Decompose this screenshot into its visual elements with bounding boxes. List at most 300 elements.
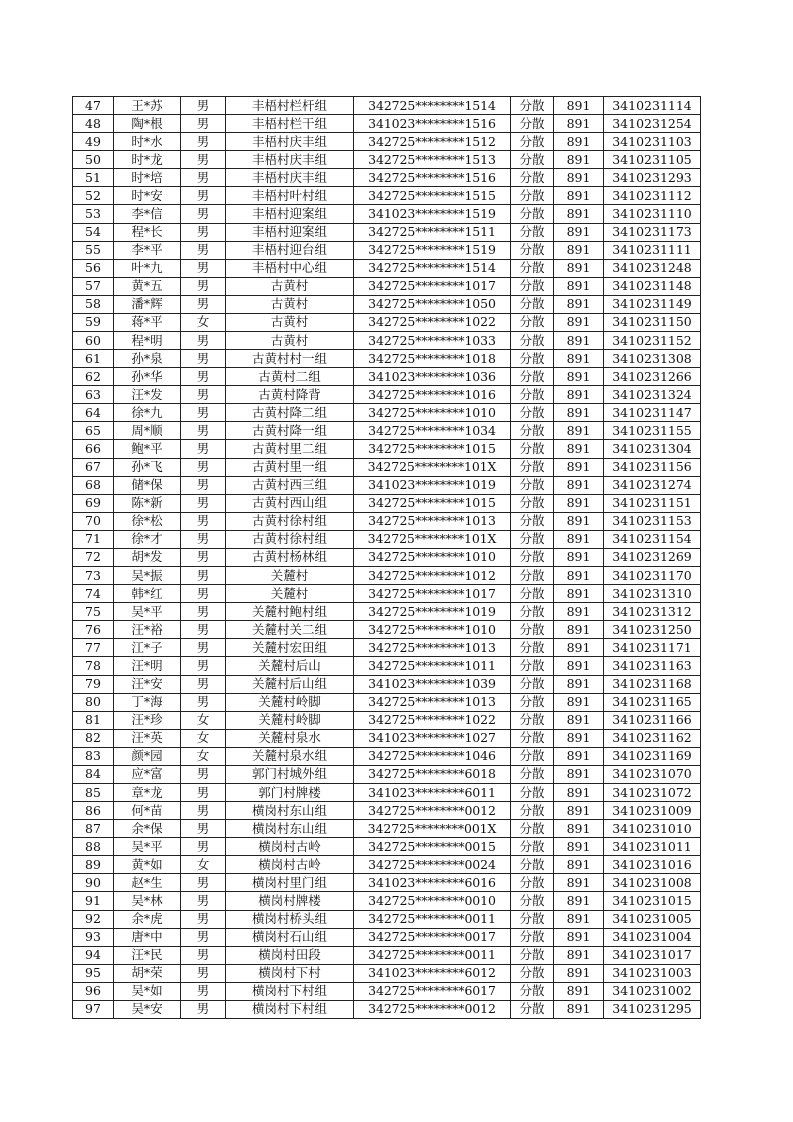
account-number-cell: 3410231266 [604,368,701,386]
support-type-cell: 分散 [511,368,554,386]
row-number-cell: 89 [73,856,114,874]
account-number-cell: 3410231162 [604,729,701,747]
support-type-cell: 分散 [511,729,554,747]
address-cell: 关麓村 [226,585,354,603]
id-number-cell: 342725********1050 [354,295,511,313]
account-number-cell: 3410231149 [604,295,701,313]
address-cell: 关麓村泉水组 [226,747,354,765]
code-cell: 891 [554,946,604,964]
address-cell: 丰梧村庆丰组 [226,169,354,187]
id-number-cell: 342725********101X [354,458,511,476]
id-number-cell: 342725********1012 [354,567,511,585]
code-cell: 891 [554,530,604,548]
address-cell: 关麓村后山 [226,657,354,675]
support-type-cell: 分散 [511,639,554,657]
id-number-cell: 342725********6018 [354,765,511,783]
table-row [73,313,701,331]
id-number-cell: 342725********101X [354,530,511,548]
support-type-cell: 分散 [511,223,554,241]
id-number-cell: 342725********0012 [354,1000,511,1018]
table-row [73,458,701,476]
support-type-cell: 分散 [511,567,554,585]
name-cell: 孙*飞 [114,458,181,476]
id-number-cell: 342725********1034 [354,422,511,440]
row-number-cell: 93 [73,928,114,946]
table-row [73,856,701,874]
row-number-cell: 79 [73,675,114,693]
table-row [73,802,701,820]
support-type-cell: 分散 [511,874,554,892]
row-number-cell: 72 [73,548,114,566]
address-cell: 关麓村岭脚 [226,711,354,729]
address-cell: 古黄村村一组 [226,350,354,368]
gender-cell: 女 [181,711,226,729]
table-row [73,422,701,440]
gender-cell: 男 [181,783,226,801]
address-cell: 横岗村里门组 [226,874,354,892]
address-cell: 丰梧村栏干组 [226,115,354,133]
address-cell: 古黄村降二组 [226,404,354,422]
gender-cell: 男 [181,964,226,982]
name-cell: 汪*发 [114,386,181,404]
code-cell: 891 [554,241,604,259]
code-cell: 891 [554,440,604,458]
address-cell: 古黄村 [226,332,354,350]
support-type-cell: 分散 [511,169,554,187]
code-cell: 891 [554,494,604,512]
id-number-cell: 341023********1039 [354,675,511,693]
account-number-cell: 3410231169 [604,747,701,765]
name-cell: 应*富 [114,765,181,783]
code-cell: 891 [554,223,604,241]
table-row [73,783,701,801]
row-number-cell: 96 [73,982,114,1000]
id-number-cell: 342725********1511 [354,223,511,241]
code-cell: 891 [554,115,604,133]
name-cell: 程*长 [114,223,181,241]
address-cell: 关麓村 [226,567,354,585]
gender-cell: 男 [181,458,226,476]
account-number-cell: 3410231308 [604,350,701,368]
gender-cell: 男 [181,97,226,115]
account-number-cell: 3410231004 [604,928,701,946]
gender-cell: 男 [181,350,226,368]
address-cell: 丰梧村栏杆组 [226,97,354,115]
name-cell: 吴*振 [114,567,181,585]
roster-body [73,97,701,1019]
row-number-cell: 84 [73,765,114,783]
row-number-cell: 62 [73,368,114,386]
row-number-cell: 88 [73,838,114,856]
address-cell: 横岗村古岭 [226,838,354,856]
support-type-cell: 分散 [511,151,554,169]
code-cell: 891 [554,458,604,476]
gender-cell: 男 [181,332,226,350]
id-number-cell: 342725********1011 [354,657,511,675]
id-number-cell: 342725********1013 [354,512,511,530]
gender-cell: 男 [181,115,226,133]
name-cell: 黄*如 [114,856,181,874]
name-cell: 蒋*平 [114,313,181,331]
gender-cell: 男 [181,603,226,621]
address-cell: 丰梧村迎台组 [226,241,354,259]
account-number-cell: 3410231310 [604,585,701,603]
address-cell: 古黄村杨林组 [226,548,354,566]
id-number-cell: 342725********1019 [354,603,511,621]
code-cell: 891 [554,386,604,404]
row-number-cell: 66 [73,440,114,458]
name-cell: 周*顺 [114,422,181,440]
table-row [73,151,701,169]
account-number-cell: 3410231156 [604,458,701,476]
row-number-cell: 59 [73,313,114,331]
name-cell: 孙*泉 [114,350,181,368]
support-type-cell: 分散 [511,332,554,350]
id-number-cell: 341023********1036 [354,368,511,386]
account-number-cell: 3410231165 [604,693,701,711]
row-number-cell: 94 [73,946,114,964]
id-number-cell: 341023********1027 [354,729,511,747]
account-number-cell: 3410231111 [604,241,701,259]
row-number-cell: 76 [73,621,114,639]
table-row [73,639,701,657]
code-cell: 891 [554,476,604,494]
id-number-cell: 342725********0024 [354,856,511,874]
name-cell: 胡*发 [114,548,181,566]
row-number-cell: 64 [73,404,114,422]
gender-cell: 男 [181,693,226,711]
support-type-cell: 分散 [511,892,554,910]
address-cell: 丰梧村庆丰组 [226,151,354,169]
id-number-cell: 341023********1019 [354,476,511,494]
table-row [73,241,701,259]
support-type-cell: 分散 [511,982,554,1000]
account-number-cell: 3410231324 [604,386,701,404]
account-number-cell: 3410231016 [604,856,701,874]
name-cell: 颜*园 [114,747,181,765]
account-number-cell: 3410231148 [604,277,701,295]
name-cell: 江*子 [114,639,181,657]
address-cell: 古黄村里二组 [226,440,354,458]
gender-cell: 男 [181,259,226,277]
row-number-cell: 52 [73,187,114,205]
address-cell: 古黄村里一组 [226,458,354,476]
row-number-cell: 56 [73,259,114,277]
code-cell: 891 [554,567,604,585]
name-cell: 汪*裕 [114,621,181,639]
id-number-cell: 342725********1515 [354,187,511,205]
name-cell: 时*培 [114,169,181,187]
name-cell: 徐*九 [114,404,181,422]
table-row [73,711,701,729]
support-type-cell: 分散 [511,747,554,765]
account-number-cell: 3410231151 [604,494,701,512]
account-number-cell: 3410231154 [604,530,701,548]
account-number-cell: 3410231312 [604,603,701,621]
row-number-cell: 68 [73,476,114,494]
address-cell: 古黄村 [226,313,354,331]
gender-cell: 男 [181,205,226,223]
name-cell: 汪*安 [114,675,181,693]
support-type-cell: 分散 [511,603,554,621]
gender-cell: 男 [181,223,226,241]
code-cell: 891 [554,856,604,874]
name-cell: 汪*民 [114,946,181,964]
id-number-cell: 342725********1013 [354,693,511,711]
gender-cell: 男 [181,675,226,693]
id-number-cell: 342725********1519 [354,241,511,259]
address-cell: 郭门村牌楼 [226,783,354,801]
gender-cell: 男 [181,820,226,838]
name-cell: 时*龙 [114,151,181,169]
account-number-cell: 3410231248 [604,259,701,277]
account-number-cell: 3410231103 [604,133,701,151]
code-cell: 891 [554,729,604,747]
table-row [73,277,701,295]
table-row [73,946,701,964]
table-row [73,332,701,350]
code-cell: 891 [554,97,604,115]
row-number-cell: 90 [73,874,114,892]
gender-cell: 男 [181,928,226,946]
code-cell: 891 [554,693,604,711]
account-number-cell: 3410231170 [604,567,701,585]
account-number-cell: 3410231147 [604,404,701,422]
support-type-cell: 分散 [511,422,554,440]
support-type-cell: 分散 [511,711,554,729]
code-cell: 891 [554,422,604,440]
table-row [73,295,701,313]
gender-cell: 男 [181,187,226,205]
roster-table [72,96,701,1019]
support-type-cell: 分散 [511,295,554,313]
table-row [73,187,701,205]
name-cell: 徐*松 [114,512,181,530]
row-number-cell: 58 [73,295,114,313]
address-cell: 关麓村宏田组 [226,639,354,657]
address-cell: 郭门村城外组 [226,765,354,783]
table-row [73,765,701,783]
table-row [73,404,701,422]
table-row [73,874,701,892]
id-number-cell: 342725********1022 [354,313,511,331]
name-cell: 吴*平 [114,603,181,621]
name-cell: 陈*新 [114,494,181,512]
code-cell: 891 [554,675,604,693]
id-number-cell: 342725********0011 [354,910,511,928]
name-cell: 王*苏 [114,97,181,115]
row-number-cell: 91 [73,892,114,910]
address-cell: 丰梧村迎案组 [226,205,354,223]
gender-cell: 男 [181,530,226,548]
row-number-cell: 92 [73,910,114,928]
support-type-cell: 分散 [511,241,554,259]
code-cell: 891 [554,820,604,838]
address-cell: 丰梧村中心组 [226,259,354,277]
support-type-cell: 分散 [511,97,554,115]
name-cell: 时*水 [114,133,181,151]
name-cell: 丁*海 [114,693,181,711]
code-cell: 891 [554,639,604,657]
table-row [73,892,701,910]
code-cell: 891 [554,187,604,205]
address-cell: 横岗村东山组 [226,820,354,838]
account-number-cell: 3410231153 [604,512,701,530]
row-number-cell: 53 [73,205,114,223]
gender-cell: 女 [181,729,226,747]
support-type-cell: 分散 [511,458,554,476]
address-cell: 丰梧村迎案组 [226,223,354,241]
table-row [73,585,701,603]
name-cell: 胡*荣 [114,964,181,982]
id-number-cell: 342725********001X [354,820,511,838]
code-cell: 891 [554,259,604,277]
code-cell: 891 [554,838,604,856]
row-number-cell: 47 [73,97,114,115]
address-cell: 古黄村 [226,295,354,313]
support-type-cell: 分散 [511,440,554,458]
table-row [73,928,701,946]
table-row [73,567,701,585]
gender-cell: 男 [181,765,226,783]
id-number-cell: 342725********1033 [354,332,511,350]
account-number-cell: 3410231112 [604,187,701,205]
code-cell: 891 [554,332,604,350]
table-row [73,97,701,115]
support-type-cell: 分散 [511,277,554,295]
code-cell: 891 [554,657,604,675]
address-cell: 横岗村下村 [226,964,354,982]
support-type-cell: 分散 [511,675,554,693]
gender-cell: 男 [181,892,226,910]
address-cell: 横岗村牌楼 [226,892,354,910]
id-number-cell: 341023********1516 [354,115,511,133]
account-number-cell: 3410231166 [604,711,701,729]
account-number-cell: 3410231304 [604,440,701,458]
name-cell: 余*保 [114,820,181,838]
table-row [73,964,701,982]
id-number-cell: 342725********6017 [354,982,511,1000]
row-number-cell: 87 [73,820,114,838]
name-cell: 吴*安 [114,1000,181,1018]
support-type-cell: 分散 [511,765,554,783]
account-number-cell: 3410231250 [604,621,701,639]
table-row [73,747,701,765]
row-number-cell: 57 [73,277,114,295]
name-cell: 唐*中 [114,928,181,946]
gender-cell: 男 [181,386,226,404]
table-row [73,693,701,711]
id-number-cell: 342725********1010 [354,404,511,422]
code-cell: 891 [554,910,604,928]
code-cell: 891 [554,404,604,422]
table-row [73,548,701,566]
name-cell: 孙*华 [114,368,181,386]
id-number-cell: 342725********1516 [354,169,511,187]
gender-cell: 男 [181,368,226,386]
table-row [73,386,701,404]
gender-cell: 男 [181,838,226,856]
table-row [73,223,701,241]
table-row [73,350,701,368]
name-cell: 叶*九 [114,259,181,277]
gender-cell: 男 [181,548,226,566]
account-number-cell: 3410231017 [604,946,701,964]
account-number-cell: 3410231114 [604,97,701,115]
row-number-cell: 78 [73,657,114,675]
account-number-cell: 3410231150 [604,313,701,331]
row-number-cell: 71 [73,530,114,548]
table-row [73,133,701,151]
gender-cell: 男 [181,404,226,422]
support-type-cell: 分散 [511,548,554,566]
name-cell: 赵*生 [114,874,181,892]
support-type-cell: 分散 [511,133,554,151]
support-type-cell: 分散 [511,910,554,928]
account-number-cell: 3410231295 [604,1000,701,1018]
support-type-cell: 分散 [511,856,554,874]
code-cell: 891 [554,295,604,313]
gender-cell: 男 [181,169,226,187]
table-row [73,530,701,548]
id-number-cell: 341023********6011 [354,783,511,801]
account-number-cell: 3410231005 [604,910,701,928]
id-number-cell: 342725********0011 [354,946,511,964]
table-row [73,657,701,675]
row-number-cell: 97 [73,1000,114,1018]
address-cell: 横岗村下村组 [226,982,354,1000]
id-number-cell: 342725********1513 [354,151,511,169]
name-cell: 吴*如 [114,982,181,1000]
code-cell: 891 [554,603,604,621]
row-number-cell: 70 [73,512,114,530]
address-cell: 古黄村徐村组 [226,530,354,548]
row-number-cell: 77 [73,639,114,657]
address-cell: 古黄村二组 [226,368,354,386]
name-cell: 李*信 [114,205,181,223]
account-number-cell: 3410231003 [604,964,701,982]
row-number-cell: 69 [73,494,114,512]
code-cell: 891 [554,169,604,187]
address-cell: 关麓村泉水 [226,729,354,747]
address-cell: 关麓村后山组 [226,675,354,693]
id-number-cell: 342725********1512 [354,133,511,151]
support-type-cell: 分散 [511,259,554,277]
address-cell: 古黄村降一组 [226,422,354,440]
id-number-cell: 342725********1013 [354,639,511,657]
address-cell: 横岗村古岭 [226,856,354,874]
support-type-cell: 分散 [511,404,554,422]
row-number-cell: 83 [73,747,114,765]
row-number-cell: 85 [73,783,114,801]
support-type-cell: 分散 [511,657,554,675]
code-cell: 891 [554,350,604,368]
table-row [73,512,701,530]
support-type-cell: 分散 [511,964,554,982]
gender-cell: 男 [181,802,226,820]
code-cell: 891 [554,277,604,295]
id-number-cell: 341023********6012 [354,964,511,982]
account-number-cell: 3410231293 [604,169,701,187]
name-cell: 汪*英 [114,729,181,747]
name-cell: 程*明 [114,332,181,350]
code-cell: 891 [554,964,604,982]
account-number-cell: 3410231011 [604,838,701,856]
account-number-cell: 3410231002 [604,982,701,1000]
name-cell: 储*保 [114,476,181,494]
support-type-cell: 分散 [511,313,554,331]
account-number-cell: 3410231168 [604,675,701,693]
